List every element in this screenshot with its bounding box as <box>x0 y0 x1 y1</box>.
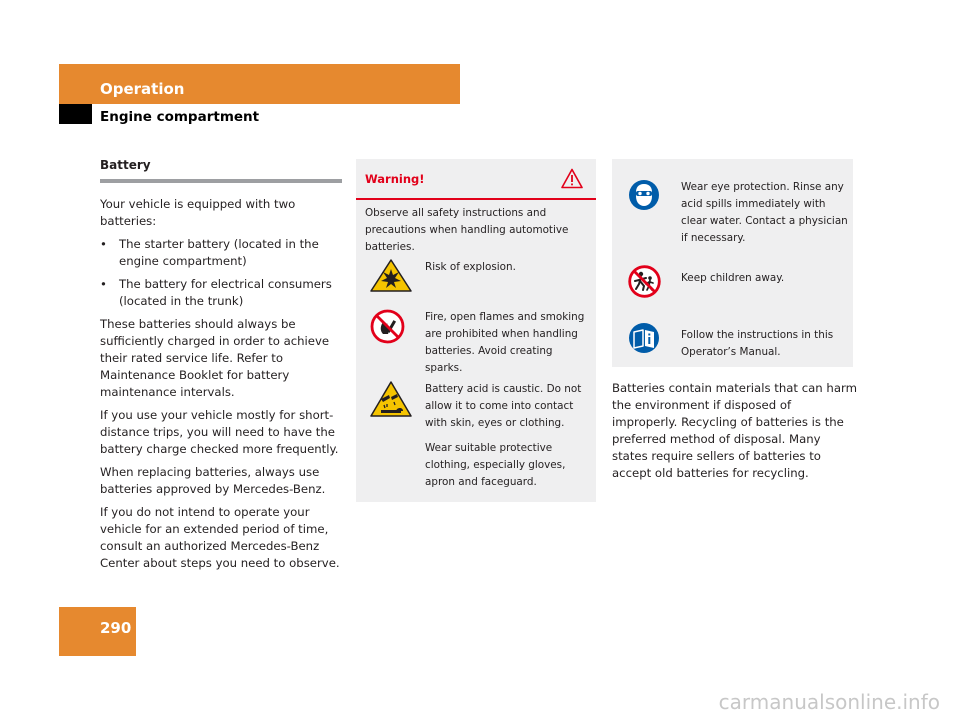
explosion-icon <box>370 259 412 296</box>
warning-header <box>356 159 596 200</box>
warning-box <box>356 159 596 502</box>
header-marker <box>59 104 92 124</box>
warning-triangle-icon <box>561 168 583 193</box>
paragraph: These batteries should always be sufficiently charged in order to achieve their rated service life. Refer to Maintenance Booklet for battery maintenance intervals. <box>100 317 330 399</box>
watermark: carmanualsonline.info <box>718 690 940 714</box>
info-item-text: Follow the instructions in this Operator’s Manual. <box>681 329 834 358</box>
manual-icon <box>628 322 660 358</box>
subsection-title: Engine compartment <box>100 109 260 125</box>
list-item: • The starter battery (located in the engine compartment) <box>100 237 319 268</box>
eye-protection-icon <box>628 179 660 215</box>
caustic-warning: Battery acid is caustic. Do not allow it to come into contact with skin, eyes or clothing. <box>425 383 582 429</box>
battery-column <box>100 157 342 578</box>
paragraph: If you use your vehicle mostly for short-distance trips, you will need to have the battery charge checked more frequently. <box>100 408 339 456</box>
warning-item-text: Risk of explosion. <box>425 261 516 273</box>
warning-title: Warning! <box>365 172 425 186</box>
page-number: 290 <box>100 619 132 637</box>
battery-intro: Your vehicle is equipped with two batteries: <box>100 197 296 228</box>
section-title: Operation <box>100 80 185 98</box>
protective-clothing-warning: Wear suitable protective clothing, especially gloves, apron and faceguard. <box>425 442 566 488</box>
warning-item-text <box>425 381 593 499</box>
warning-intro: Observe all safety instructions and precautions when handling automotive batteries. <box>365 207 569 253</box>
battery-heading: Battery <box>100 157 342 183</box>
info-box <box>612 159 853 367</box>
warning-item-text: Fire, open flames and smoking are prohibited when handling batteries. Avoid creating sparks. <box>425 311 585 374</box>
info-item-text: Keep children away. <box>681 272 785 284</box>
recycling-paragraph: Batteries contain materials that can harm the environment if disposed of improperly. Recycling of batteries is the preferred method of disposal. Many states require sellers of batteries to accept old batteries for recycling. <box>612 381 857 480</box>
paragraph: If you do not intend to operate your vehicle for an extended period of time, consult an authorized Mercedes-Benz Center about steps you need to observe. <box>100 505 340 570</box>
list-item: • The battery for electrical consumers (located in the trunk) <box>100 277 332 308</box>
keep-children-away-icon <box>628 265 661 302</box>
info-item-text: Wear eye protection. Rinse any acid spills immediately with clear water. Contact a physician if necessary. <box>681 181 848 244</box>
paragraph: When replacing batteries, always use batteries approved by Mercedes-Benz. <box>100 465 326 496</box>
corrosive-icon <box>370 381 412 421</box>
no-fire-icon <box>370 309 405 348</box>
